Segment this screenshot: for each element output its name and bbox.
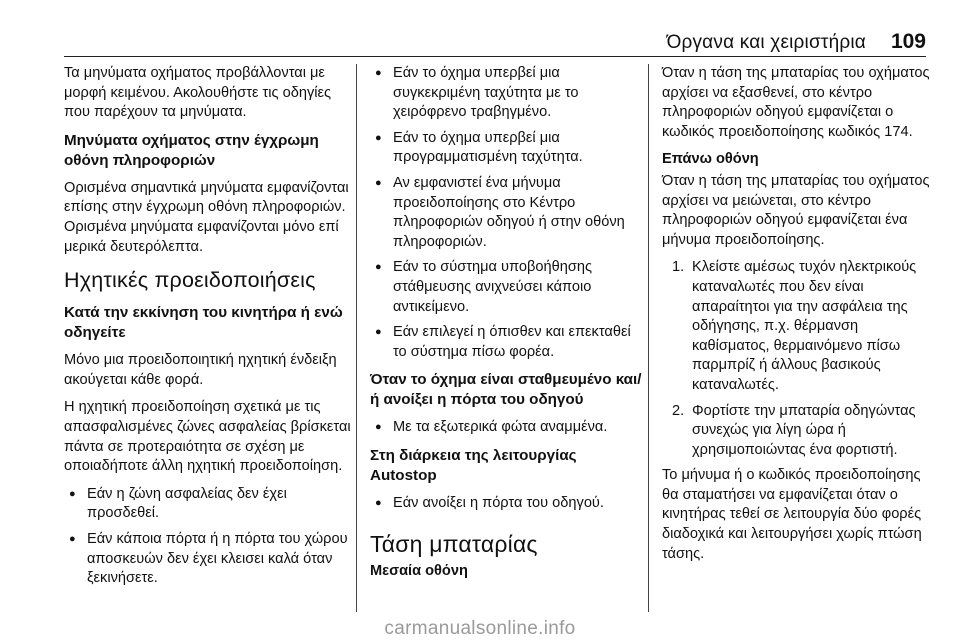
watermark: carmanualsonline.info (384, 618, 576, 639)
header-divider (64, 56, 926, 57)
list-item: ● Εάν το σύστημα υποβοήθησης στάθμευσης ανιχνεύσει κάποιο αντικείμενο. (370, 258, 644, 317)
list-item (662, 258, 932, 395)
color-display-heading: Μηνύματα οχήματος στην έγχρωμη οθόνη πληροφοριών (64, 131, 319, 169)
step-number: 2. (672, 402, 685, 419)
list-item: ● Εάν κάποια πόρτα ή η πόρτα του χώρου αποσκευών δεν έχει κλεισει καλά όταν ξεκινήσετε. (64, 530, 352, 589)
starting-paragraph-1: Μόνο μια προειδοποιητική ηχητική ένδειξη ακούγεται κάθε φορά. (64, 352, 337, 388)
step-text: Φορτίστε την μπαταρία οδηγώντας συνεχώς για λίγη ώρα ή χρησιμοποιώντας ένα φορτιστή. (692, 402, 916, 458)
list-item: ● Εάν η ζώνη ασφαλείας δεν έχει προσδεθεί. (64, 485, 352, 524)
upper-display-paragraph: Όταν η τάση της μπαταρίας του οχήματος αρχίσει να μειώνεται, στο κέντρο πληροφοριών οδηγού εμφανίζεται ένα μήνυμα προειδοποίησης. (662, 172, 930, 248)
page-number: 109 (890, 30, 926, 53)
column-divider-2 (648, 64, 649, 612)
step-text: Κλείστε αμέσως τυχόν ηλεκτρικούς καταναλωτές που δεν είναι απαραίτητοι για την ασφάλεια της οδήγησης, π.χ. θέρμανση καθίσματος, θερμαινόμενο πίσω παρμπρίζ ή άλλους βασικούς καταναλωτές. (692, 259, 917, 393)
intro-paragraph: Τα μηνύματα οχήματος προβάλλονται με μορφή κειμένου. Ακολουθήστε τις οδηγίες που παρέχουν τα μηνύματα. (64, 65, 332, 121)
autostop-bullets (370, 494, 644, 514)
color-display-paragraph: Ορισμένα σημαντικά μηνύματα εμφανίζονται επίσης στην έγχρωμη οθόνη πληροφοριών. Ορισμένα μηνύματα εμφανίζονται μόνο επί μερικά δευτερόλεπτα. (64, 179, 349, 255)
list-item: ● Αν εμφανιστεί ένα μήνυμα προειδοποίησης στο Κέντρο πληροφοριών οδηγού ή στην οθόνη πληροφοριών. (370, 174, 644, 252)
autostop-heading: Στη διάρκεια της λειτουργίας Autostop (370, 446, 577, 484)
warning-bullets-middle (370, 64, 644, 362)
battery-steps (662, 258, 932, 460)
upper-display-heading: Επάνω οθόνη (662, 151, 759, 168)
parked-heading: Όταν το όχημα είναι σταθμευμένο και/ή ανοίξει η πόρτα του οδηγού (370, 371, 642, 409)
audible-warnings-heading: Ηχητικές προειδοποιήσεις (64, 268, 316, 293)
low-voltage-paragraph: Όταν η τάση της μπαταρίας του οχήματος αρχίσει να εξασθενεί, στο κέντρο πληροφοριών οδηγού εμφανίζεται ο κωδικός προειδοποίησης κωδικός 174. (662, 65, 930, 140)
list-item: ● Εάν επιλεγεί η όπισθεν και επεκταθεί το σύστημα πίσω φορέα. (370, 323, 644, 362)
column-divider-1 (356, 64, 357, 612)
list-item: ● Εάν το όχημα υπερβεί μια συγκεκριμένη ταχύτητα με το χειρόφρενο τραβηγμένο. (370, 64, 644, 123)
list-item: ● Με τα εξωτερικά φώτα αναμμένα. (370, 418, 644, 438)
warning-bullets-left (64, 485, 352, 589)
starting-engine-heading: Κατά την εκκίνηση του κινητήρα ή ενώ οδηγείτε (64, 304, 343, 342)
step-number: 1. (672, 259, 685, 276)
column-left (64, 64, 352, 597)
column-middle (370, 64, 644, 583)
page-header (0, 0, 960, 56)
list-item: ● Εάν ανοίξει η πόρτα του οδηγού. (370, 494, 644, 514)
final-paragraph: Το μήνυμα ή ο κωδικός προειδοποίησης θα σταματήσει να εμφανίζεται όταν ο κινητήρας τεθεί σε λειτουργία δύο φορές διαδοχικά και λειτουργήσει χωρίς πτώση τάσης. (662, 467, 922, 562)
middle-display-heading: Μεσαία οθόνη (370, 562, 468, 579)
parked-bullets (370, 418, 644, 438)
starting-paragraph-2: Η ηχητική προειδοποίηση σχετικά με τις απασφαλισμένες ζώνες ασφαλείας βρίσκεται πάντα σε προτεραιότητα σε σχέση με οποιαδήποτε άλλη ηχητική προειδοποίηση. (64, 399, 351, 475)
section-title: Όργανα και χειριστήρια (666, 32, 866, 53)
column-right (662, 64, 932, 572)
battery-voltage-heading: Τάση μπαταρίας (370, 530, 538, 557)
list-item: ● Εάν το όχημα υπερβεί μια προγραμματισμένη ταχύτητα. (370, 129, 644, 168)
list-item (662, 402, 932, 461)
